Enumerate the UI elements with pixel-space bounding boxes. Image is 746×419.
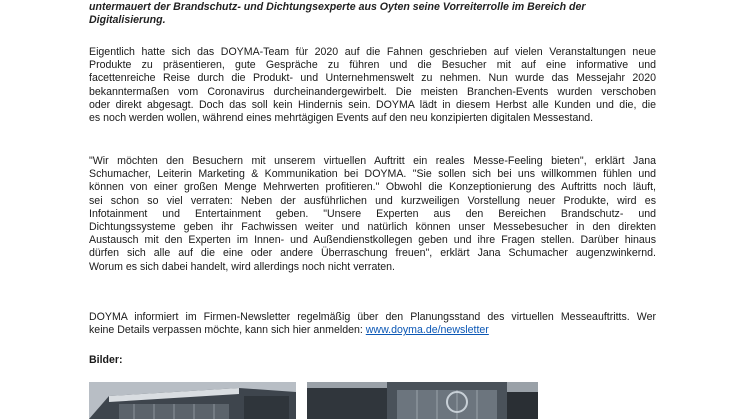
newsletter-link[interactable]: www.doyma.de/newsletter: [365, 324, 489, 337]
intro-line-2: Digitalisierung.: [89, 14, 166, 27]
building-illustration-1: [89, 382, 296, 419]
paragraph-line: Infotainment und Entertainment geben. "Unsere Experten aus den Bereichen Brandschutz- und: [89, 207, 656, 220]
paragraph-line: DOYMA informiert im Firmen-Newsletter regelmäßig über den Planungsstand des virtuellen Messeauftritts. Wer: [89, 311, 656, 323]
paragraph-line: Eigentlich hatte sich das DOYMA-Team für 2020 auf die Fahnen geschrieben auf vielen Veranstaltungen neue: [89, 46, 656, 58]
paragraph-line: sei schon so viel verraten: Neben der ausführlichen und kurzweiligen Vorstellung neuer Produkte, wird es: [89, 194, 656, 207]
building-photo-2: [307, 382, 538, 419]
paragraph-line: dürfen sich alle auf die eine oder andere Überraschung freuen", erklärt Jana Schumacher augenzwinkernd.: [89, 247, 656, 260]
paragraph-newsletter: [89, 311, 656, 337]
paragraph-line: "Wir möchten den Besuchern mit unserem virtuellen Auftritt ein reales Messe-Feeling bieten", erklärt Jana: [89, 155, 656, 167]
intro-paragraph: [89, 1, 656, 27]
paragraph-messejahr: [89, 46, 656, 125]
paragraph-quote: [89, 155, 656, 274]
paragraph-line: Schumacher, Leiterin Marketing & Kommunikation bei DOYMA. "Sie sollen sich bei uns willkommen fühlen und: [89, 168, 656, 181]
newsletter-prompt: keine Details verpassen möchte, kann sich hier anmelden:: [89, 324, 366, 337]
paragraph-line: es noch werden wollen, während eines mehrtägigen Events auf den neu konzipierten digitalen Messestand.: [89, 112, 594, 125]
paragraph-line: oder direkt abgesagt. Doch das soll kein Hindernis sein. DOYMA lädt in diesem Herbst alle Kunden und die, die: [89, 98, 656, 111]
paragraph-line: Dichtungssysteme geben ihr Fachwissen weiter und natürlich können unser Messebesucher in den direkten: [89, 221, 656, 234]
paragraph-line: bekanntermaßen vom Coronavirus durcheinandergewirbelt. Die meisten Branchen-Events wurden verschoben: [89, 85, 656, 98]
bilder-heading: Bilder:: [89, 354, 123, 366]
building-photo-1: [89, 382, 296, 419]
paragraph-line: Produkte zu präsentieren, gute Gespräche zu führen und die Besucher mit auf eine informative und: [89, 59, 656, 72]
paragraph-line: Austausch mit den Experten im Innen- und Außendienstkollegen geben und ihre Fragen stellen. Darüber hinaus: [89, 234, 656, 247]
paragraph-line: facettenreiche Reise durch die Produkt- und Unternehmenswelt zu nehmen. Nun wurde das Messejahr 2020: [89, 72, 656, 85]
intro-line-1: untermauert der Brandschutz- und Dichtungsexperte aus Oyten seine Vorreiterrolle im Bereich der: [89, 1, 586, 13]
building-illustration-2: [307, 382, 538, 419]
paragraph-line: [89, 324, 656, 337]
paragraph-line: Worum es sich dabei handelt, wird allerdings noch nicht verraten.: [89, 260, 396, 273]
paragraph-line: können von einer großen Menge Mehrwerten profitieren." Obwohl die Konzeptionierung des Auftritts noch läuft,: [89, 181, 656, 194]
